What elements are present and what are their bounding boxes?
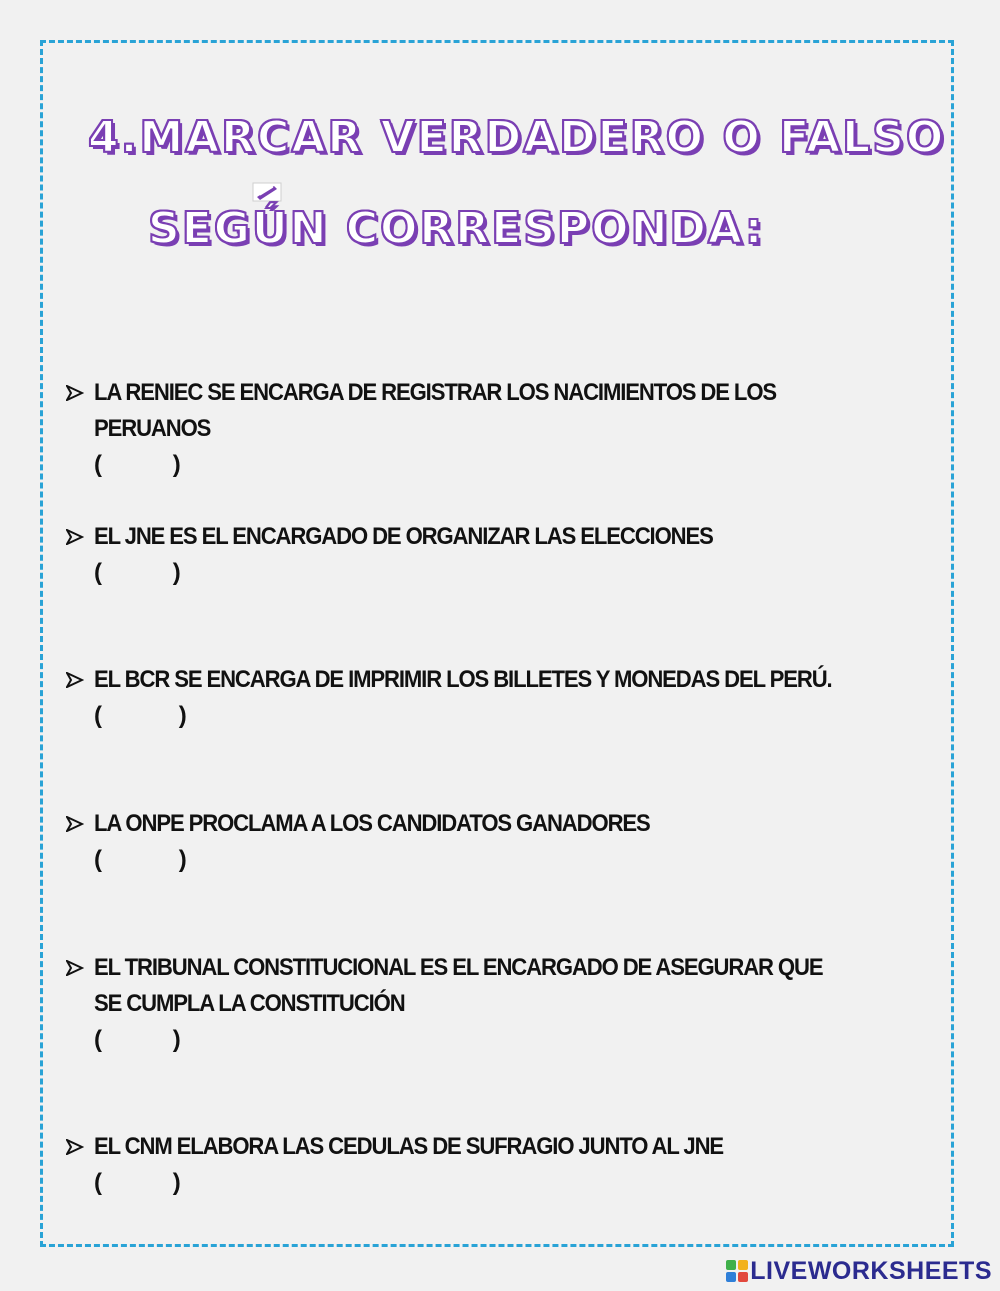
answer-blank[interactable]: ( ) <box>94 451 180 478</box>
list-item <box>66 950 886 1058</box>
arrow-bullet-icon <box>66 1129 86 1155</box>
answer-blank[interactable]: ( ) <box>94 846 186 873</box>
arrow-bullet-icon <box>66 662 86 688</box>
answer-blank[interactable]: ( ) <box>94 1026 180 1053</box>
arrow-bullet-icon <box>66 806 86 832</box>
list-item <box>66 519 946 591</box>
brand-name: LIVEWORKSHEETS <box>750 1256 992 1285</box>
arrow-bullet-icon <box>66 519 86 545</box>
question-text: EL CNM ELABORA LAS CEDULAS DE SUFRAGIO JUNTO AL JNE <box>94 1133 724 1160</box>
liveworksheets-logo <box>726 1256 992 1286</box>
arrow-bullet-icon <box>66 375 86 401</box>
title-line-1: 4.MARCAR VERDADERO O FALSO <box>88 112 946 163</box>
blocks-icon <box>726 1260 748 1282</box>
list-item <box>66 375 946 483</box>
question-text: LA RENIEC SE ENCARGA DE REGISTRAR LOS NACIMIENTOS DE LOS PERUANOS <box>94 379 777 442</box>
list-item <box>66 1129 946 1201</box>
question-text: EL BCR SE ENCARGA DE IMPRIMIR LOS BILLETES Y MONEDAS DEL PERÚ. <box>94 666 832 693</box>
title-line-2: SEGÚN CORRESPONDA: <box>148 203 765 254</box>
question-text: LA ONPE PROCLAMA A LOS CANDIDATOS GANADORES <box>94 810 650 837</box>
question-text: EL JNE ES EL ENCARGADO DE ORGANIZAR LAS ELECCIONES <box>94 523 713 550</box>
pencil-icon <box>252 182 282 202</box>
arrow-bullet-icon <box>66 950 86 976</box>
answer-blank[interactable]: ( ) <box>94 1169 180 1196</box>
question-text: EL TRIBUNAL CONSTITUCIONAL ES EL ENCARGADO DE ASEGURAR QUE SE CUMPLA LA CONSTITUCIÓN <box>94 954 823 1017</box>
list-item <box>66 806 946 878</box>
answer-blank[interactable]: ( ) <box>94 702 186 729</box>
answer-blank[interactable]: ( ) <box>94 559 180 586</box>
list-item <box>66 662 946 734</box>
